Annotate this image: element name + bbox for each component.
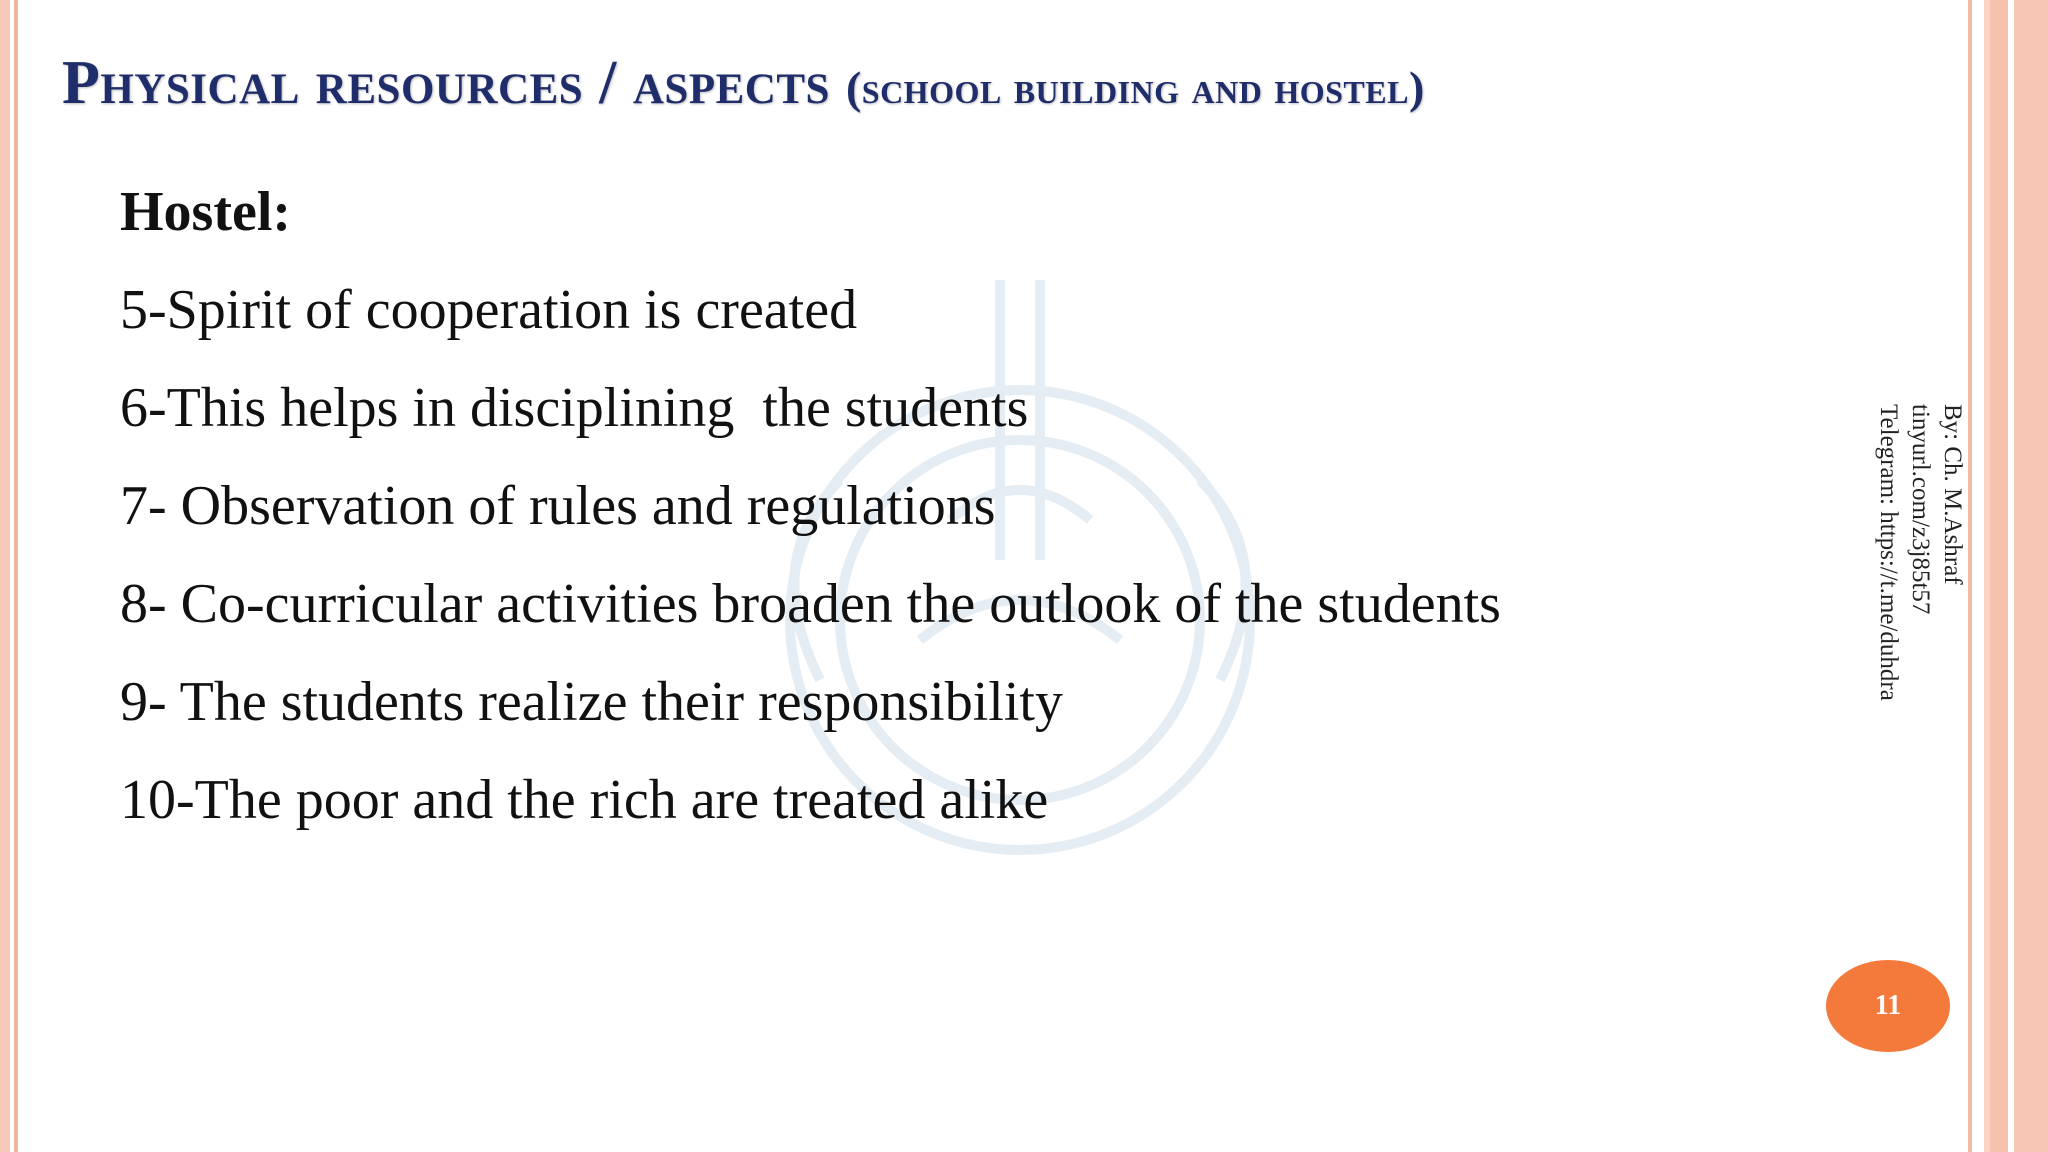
- list-item: 5-Spirit of cooperation is created: [120, 279, 858, 341]
- credit-telegram: Telegram: https://t.me/duhdra: [1875, 404, 1902, 701]
- left-border-decoration: [0, 0, 24, 1152]
- right-stripes-decoration: [1964, 0, 2048, 1152]
- list-item: 8- Co-curricular activities broaden the outlook of the students: [120, 573, 1501, 635]
- slide-content: [120, 180, 1760, 866]
- title-main: Physical resources / aspects: [62, 49, 830, 117]
- title-sub: (school building and hostel): [845, 62, 1425, 113]
- list-item: 9- The students realize their responsibility: [120, 671, 1063, 733]
- credit-url: tinyurl.com/z3j85t57: [1907, 404, 1934, 615]
- list-item: 6-This helps in disciplining the students: [120, 377, 1029, 439]
- credit-author: By: Ch. M.Ashraf: [1939, 404, 1966, 585]
- list-item: 10-The poor and the rich are treated alike: [120, 769, 1049, 831]
- author-credits: [1872, 404, 1968, 764]
- page-number-badge: 11: [1826, 960, 1950, 1052]
- section-heading: Hostel:: [120, 181, 292, 243]
- slide-title: [62, 48, 1425, 119]
- list-item: 7- Observation of rules and regulations: [120, 475, 996, 537]
